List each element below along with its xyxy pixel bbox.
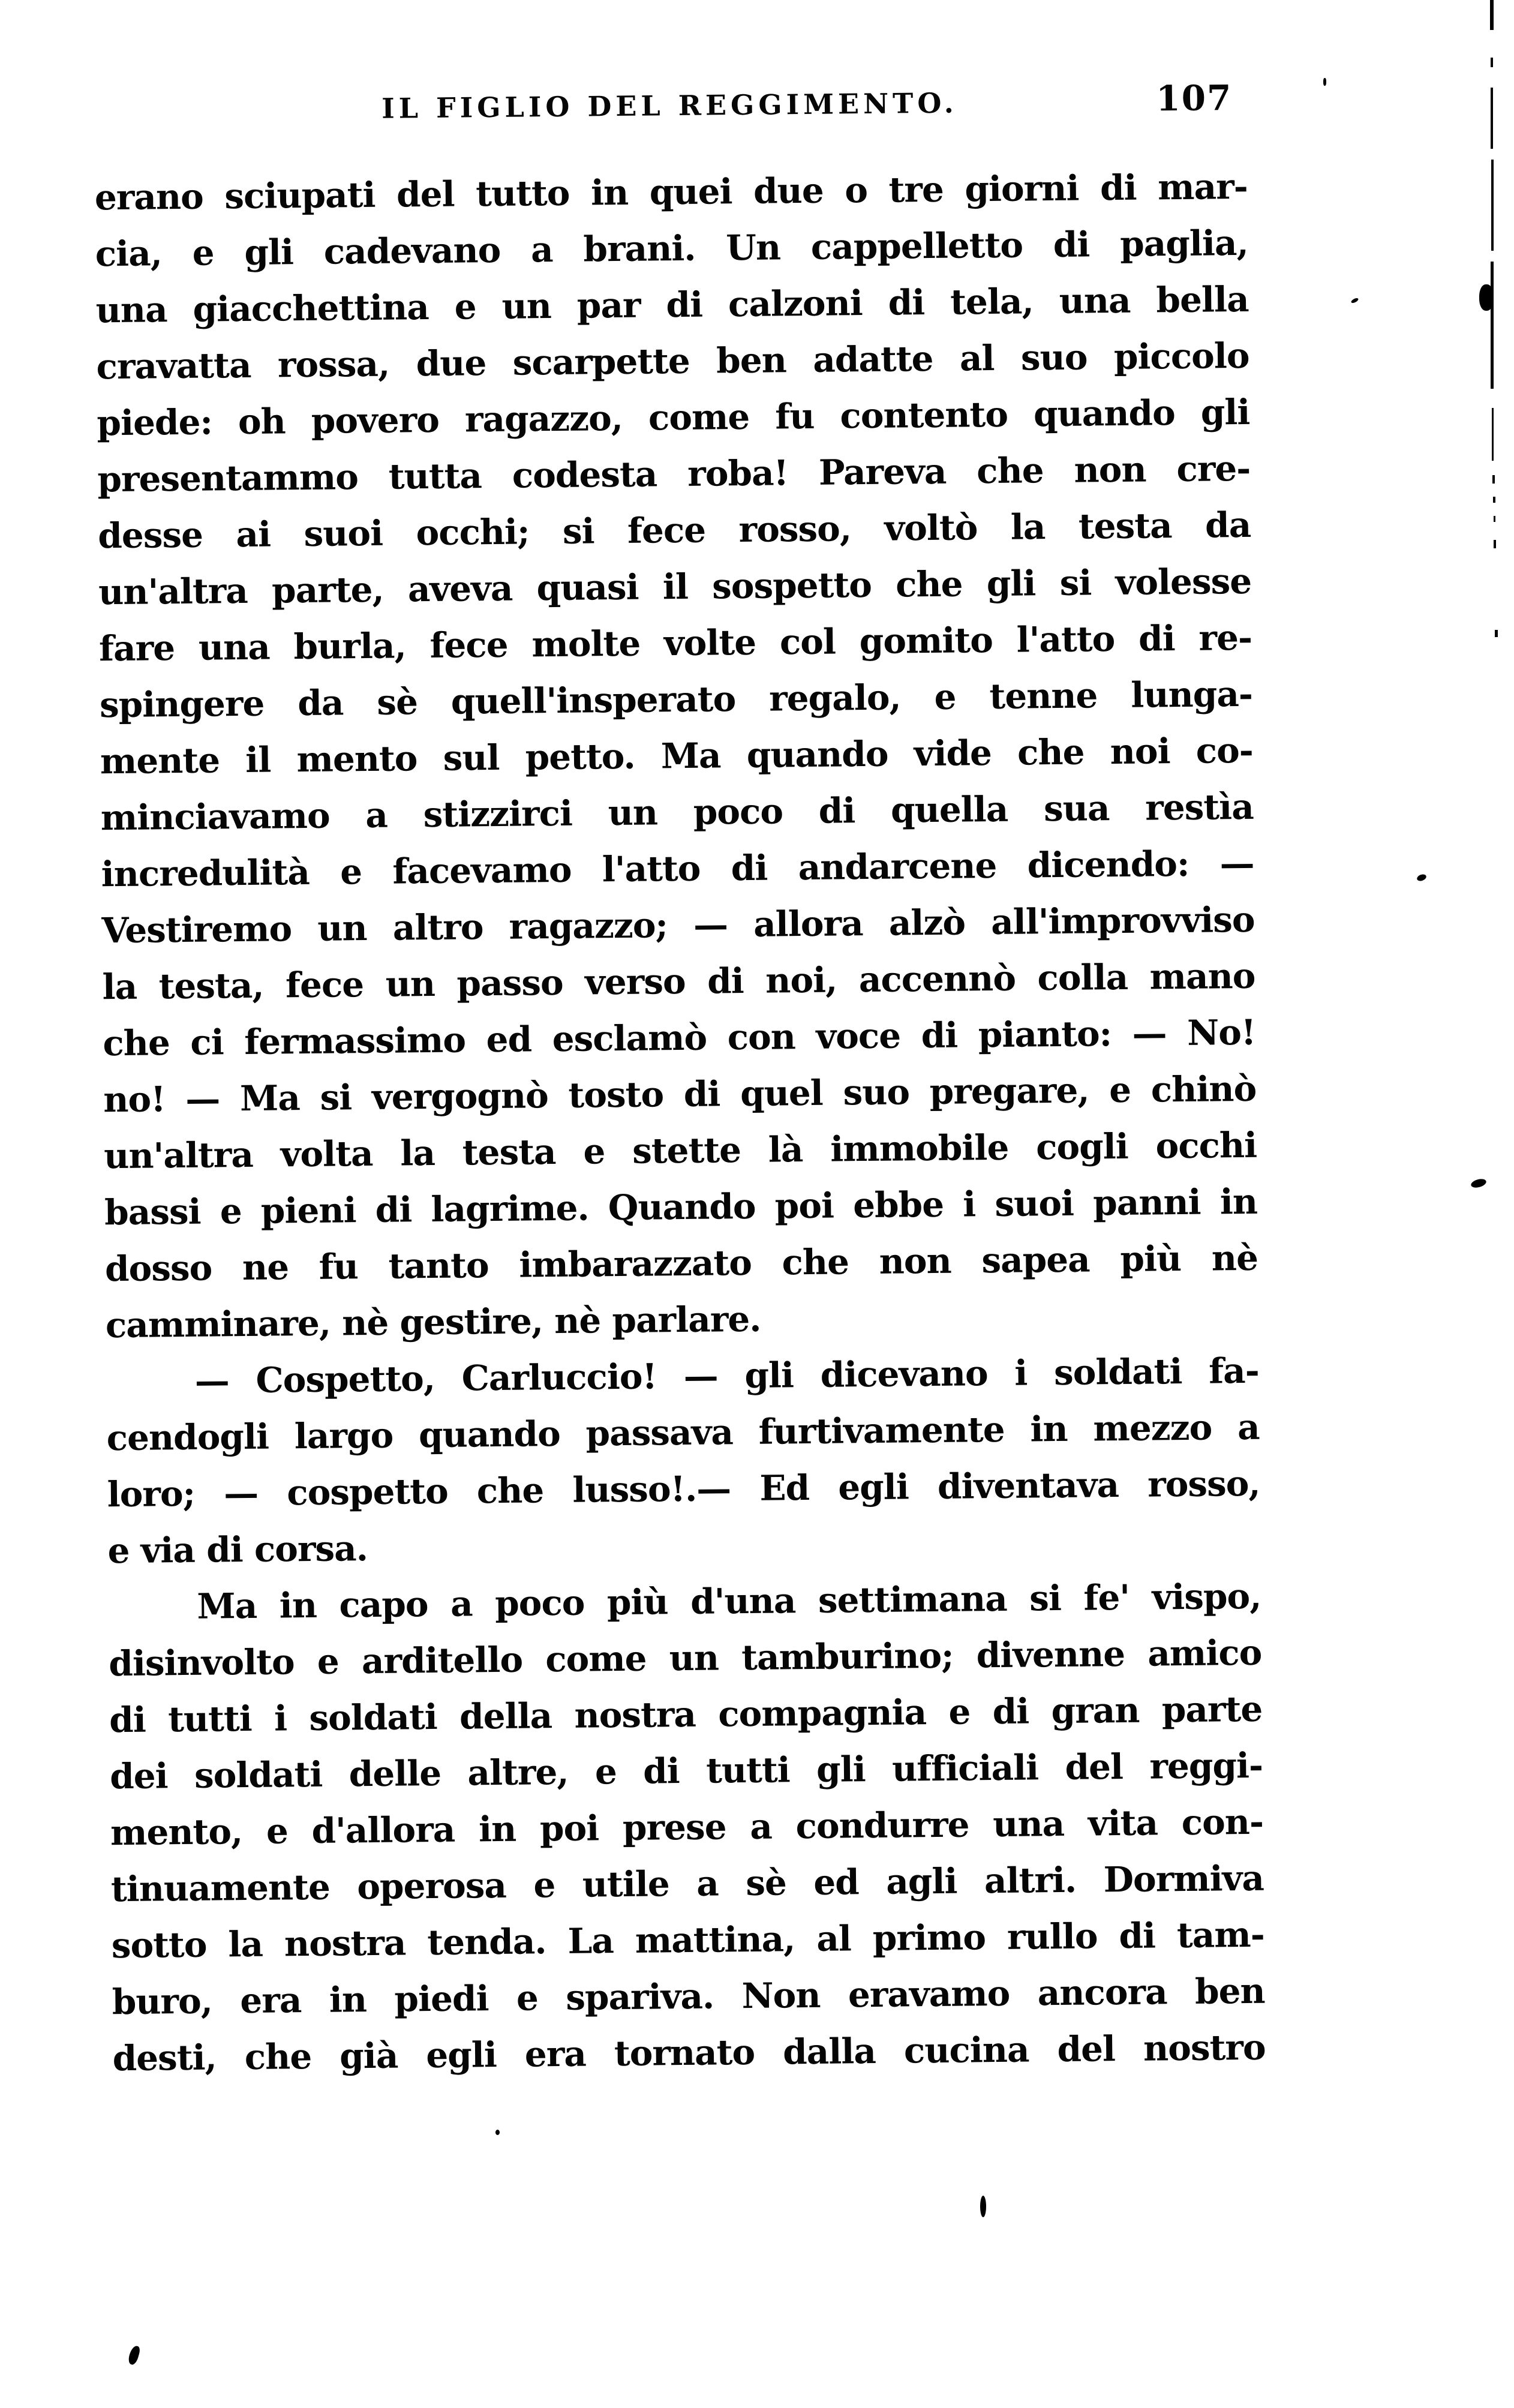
body-text — [94, 158, 1266, 2086]
text-line: che ci fermassimo ed esclamò con voce di pianto: — No! — [103, 1011, 1256, 1064]
text-line: cravatta rossa, due scarpette ben adatte al suo piccolo — [96, 335, 1249, 388]
text-line: Vestiremo un altro ragazzo; — allora alzò all'improvviso — [101, 899, 1255, 951]
text-line: la testa, fece un passo verso di noi, accennò colla mano — [102, 955, 1255, 1008]
text-line: buro, era in piedi e spariva. Non eravamo ancora ben — [112, 1970, 1265, 2023]
scan-streak-segment — [1491, 160, 1494, 251]
ink-speck — [980, 2196, 986, 2217]
text-line: una giacchettina e un par di calzoni di tela, una bella — [95, 278, 1249, 331]
ink-speck — [495, 2130, 500, 2135]
scan-streak-dash — [1495, 630, 1498, 637]
running-header — [94, 79, 1246, 132]
text-line: cia, e gli cadevano a brani. Un cappelletto di paglia, — [95, 222, 1249, 275]
scan-streak-segment — [1492, 408, 1494, 461]
text-line: un'altra parte, aveva quasi il sospetto che gli si volesse — [98, 560, 1252, 613]
text-line: dei soldati delle altre, e di tutti gli ufficiali del reggi- — [109, 1745, 1263, 1797]
text-line: un'altra volta la testa e stette là immobile cogli occhi — [103, 1124, 1257, 1177]
text-line: desse ai suoi occhi; si fece rosso, voltò la testa da — [97, 504, 1251, 557]
scan-streak-dash — [1492, 475, 1495, 484]
text-line: incredulità e facevamo l'atto di andarcene dicendo: — — [101, 842, 1254, 895]
text-line: Ma in capo a poco più d'una settimana si fe' vispo, — [197, 1575, 1261, 1627]
ink-speck — [1323, 78, 1326, 86]
text-line: disinvolto e arditello come un tamburino; divenne amico — [109, 1632, 1262, 1685]
text-line: piede: oh povero ragazzo, come fu contento quando gli — [97, 391, 1250, 444]
text-line: fare una burla, fece molte volte col gomito l'atto di re- — [98, 617, 1252, 669]
text-line: bassi e pieni di lagrime. Quando poi ebbe i suoi panni in — [104, 1181, 1258, 1233]
page-header-title: IL FIGLIO DEL REGGIMENTO. — [381, 86, 959, 125]
text-line: — Cospetto, Carluccio! — gli dicevano i soldati fa- — [194, 1350, 1260, 1401]
scan-streak-dash — [1493, 497, 1495, 503]
scan-ink-blob — [1479, 284, 1494, 311]
scan-streak-segment — [1490, 0, 1494, 30]
page-number: 107 — [1155, 77, 1233, 119]
text-line: presentammo tutta codesta roba! Pareva che non cre- — [97, 448, 1251, 500]
scan-streak-segment — [1491, 262, 1494, 389]
text-line: sotto la nostra tenda. La mattina, al primo rullo di tam- — [111, 1914, 1265, 1966]
text-line: loro; — cospetto che lusso!.— Ed egli diventava rosso, — [107, 1463, 1260, 1515]
text-line: minciavamo a stizzirci un poco di quella sua restìa — [100, 786, 1254, 839]
text-line: tinuamente operosa e utile a sè ed agli altri. Dormiva — [110, 1857, 1264, 1910]
scan-streak-dash — [1494, 540, 1496, 548]
scan-streak-dash — [1494, 516, 1495, 522]
text-line: erano sciupati del tutto in quei due o tre giorni di mar- — [94, 166, 1248, 218]
text-line: e via di corsa. — [107, 1528, 368, 1572]
text-line: cendogli largo quando passava furtivamente in mezzo a — [106, 1406, 1260, 1459]
text-line: spingere da sè quell'insperato regalo, e tenne lunga- — [99, 673, 1253, 726]
text-line: mento, e d'allora in poi prese a condurre una vita con- — [110, 1801, 1264, 1854]
text-line: camminare, nè gestire, nè parlare. — [105, 1298, 761, 1346]
text-line: no! — Ma si vergognò tosto di quel suo pregare, e chinò — [103, 1068, 1257, 1121]
text-line: mente il mento sul petto. Ma quando vide che noi co- — [100, 729, 1254, 782]
text-line: desti, che già egli era tornato dalla cucina del nostro — [112, 2026, 1266, 2079]
scan-streak-segment — [1491, 88, 1493, 149]
scan-streak-segment — [1491, 58, 1493, 67]
text-line: di tutti i soldati della nostra compagnia e di gran parte — [109, 1688, 1263, 1741]
text-line: dosso ne fu tanto imbarazzato che non sapea più nè — [104, 1237, 1258, 1290]
